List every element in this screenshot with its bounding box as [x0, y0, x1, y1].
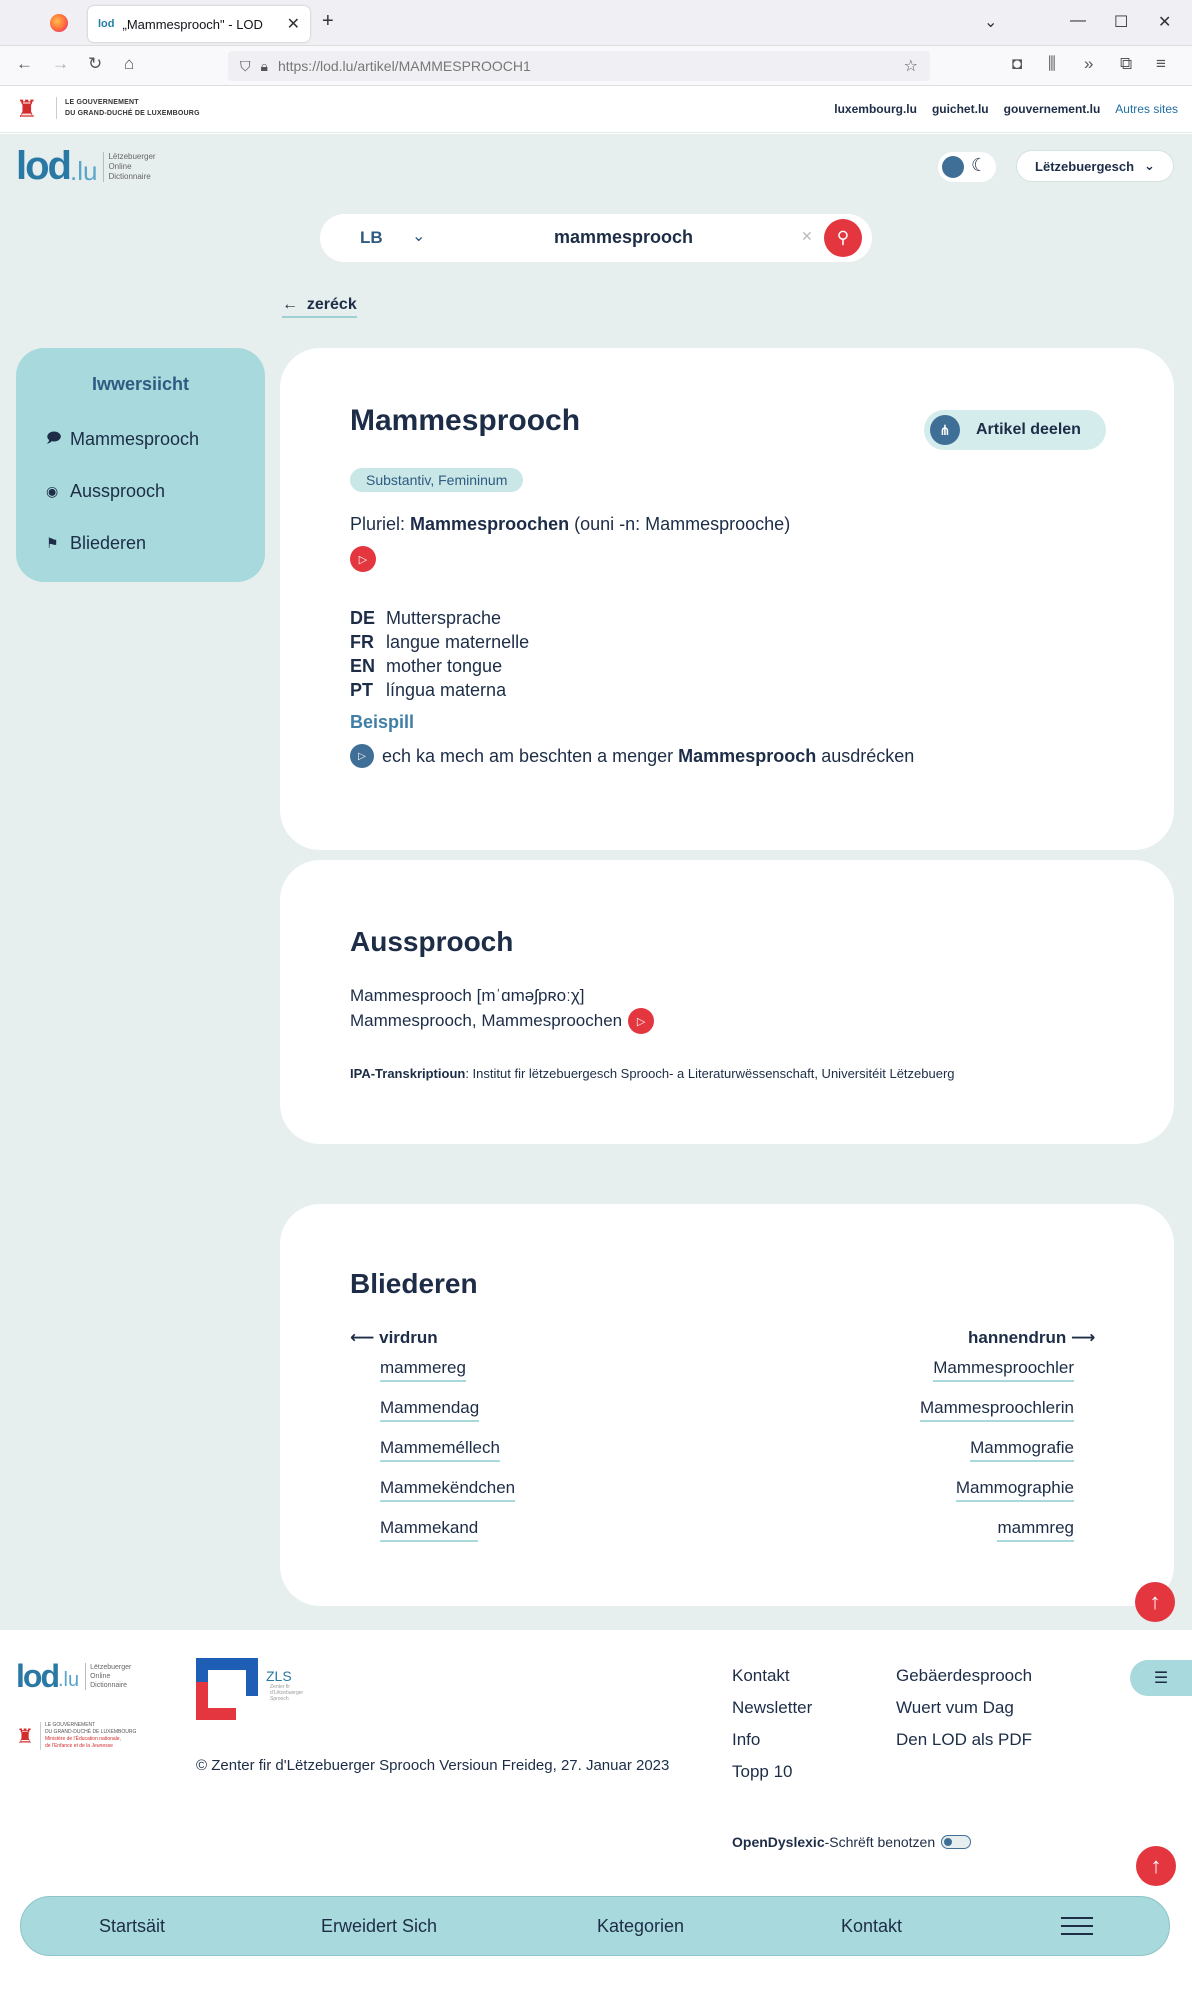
- search-bar: [320, 214, 872, 262]
- main-area: [0, 134, 1192, 1630]
- pronunciation-card: [280, 860, 1174, 1144]
- translation-text: Muttersprache: [386, 608, 502, 628]
- list-item[interactable]: [780, 1358, 1074, 1398]
- zls-sub-1: Zenter fir: [270, 1684, 291, 1690]
- footer-link-sign-language[interactable]: Gebäerdesprooch: [896, 1666, 1033, 1685]
- logo-sub-2: Online: [90, 1673, 111, 1680]
- scroll-to-top-button[interactable]: [1136, 1846, 1176, 1886]
- ministry-line-2: DU GRAND-DUCHÉ DE LUXEMBOURG: [44, 1729, 137, 1735]
- moon-icon: ☾: [971, 155, 988, 175]
- arrow-right-icon: ⟶: [1070, 1328, 1096, 1347]
- zls-sub-3: Sprooch: [270, 1696, 289, 1702]
- sidebar-item-mammesprooch[interactable]: [16, 413, 265, 465]
- previous-list: [380, 1358, 620, 1558]
- gov-link-guichet[interactable]: guichet.lu: [931, 102, 989, 116]
- sidebar-item-label: Aussprooch: [70, 480, 166, 501]
- sliders-icon: ☰: [1153, 1670, 1169, 1687]
- lang-code: PT: [350, 680, 374, 700]
- gov-link-luxembourg[interactable]: luxembourg.lu: [834, 102, 917, 116]
- pocket-icon[interactable]: ◘: [1012, 54, 1023, 73]
- next-label: hannendrun: [968, 1328, 1067, 1347]
- browser-tab[interactable]: [88, 6, 310, 42]
- related-link[interactable]: mammreg: [997, 1518, 1074, 1542]
- play-example-button[interactable]: [350, 744, 374, 768]
- new-tab-icon[interactable]: +: [322, 10, 334, 32]
- previous-label: virdrun: [379, 1328, 438, 1347]
- tab-list-chevron-icon[interactable]: ⌄: [984, 14, 998, 31]
- ministry-line-1: LE GOUVERNEMENT: [44, 1722, 96, 1728]
- language-select[interactable]: [1016, 150, 1174, 182]
- copyright: © Zenter fir d'Lëtzebuerger Sprooch Versioun Freideg, 27. Januar 2023: [196, 1757, 670, 1774]
- tab-close-icon[interactable]: ✕: [286, 16, 300, 33]
- other-sites-link[interactable]: Autres sites: [1115, 102, 1178, 116]
- translation-text: língua materna: [386, 680, 507, 700]
- arrow-up-icon: ↑: [1149, 1589, 1161, 1614]
- translation-row: [350, 630, 529, 654]
- pronunciation-forms-text: Mammesprooch, Mammesproochen: [350, 1011, 623, 1030]
- zls-logo[interactable]: [196, 1658, 258, 1720]
- tab-title: „Mammesprooch" - LOD: [122, 16, 263, 32]
- related-link[interactable]: Mammendag: [380, 1398, 479, 1422]
- back-link[interactable]: [282, 296, 357, 318]
- footer-link-newsletter[interactable]: Newsletter: [732, 1698, 813, 1717]
- ipa-source-text: : Institut fir lëtzebuergesch Sprooch- a Literaturwëssenschaft, Universitéit Lëtzebuerg: [465, 1066, 955, 1081]
- logo-sub-2: Online: [108, 161, 132, 171]
- footer-link-topp10[interactable]: Topp 10: [732, 1762, 793, 1781]
- settings-button[interactable]: [1130, 1660, 1192, 1696]
- nav-item-kontakt[interactable]: Kontakt: [841, 1916, 903, 1936]
- example-text-pre: ech ka mech am beschten a menger: [382, 745, 674, 766]
- forward-arrow-icon[interactable]: →: [52, 54, 69, 73]
- logo-lu: .lu: [57, 1669, 80, 1691]
- related-link[interactable]: Mammesproochler: [933, 1358, 1074, 1382]
- nav-item-startsait[interactable]: Startsäit: [99, 1916, 166, 1936]
- logo-sub-3: Dictionnaire: [108, 171, 151, 181]
- list-item[interactable]: [780, 1398, 1074, 1438]
- gov-link-gouvernement[interactable]: gouvernement.lu: [1003, 102, 1101, 116]
- list-item[interactable]: [380, 1398, 620, 1438]
- window-close-icon[interactable]: ✕: [1158, 14, 1172, 31]
- footer-links-col-2: [896, 1666, 1032, 1762]
- related-link[interactable]: Mammekëndchen: [380, 1478, 515, 1502]
- scroll-to-top-button[interactable]: [1135, 1582, 1175, 1622]
- government-bar: [0, 87, 1192, 133]
- browser-tab-bar: [0, 0, 1192, 46]
- nav-item-advanced-search[interactable]: Erweidert Sich: [321, 1916, 438, 1936]
- lang-code: EN: [350, 656, 376, 676]
- chevron-down-icon[interactable]: ⌄: [412, 228, 426, 245]
- list-item[interactable]: [780, 1518, 1074, 1558]
- sidebar-title: Iwwersiicht: [91, 374, 190, 394]
- back-arrow-icon[interactable]: ←: [16, 54, 33, 73]
- language-label: Lëtzebuergesch: [1035, 158, 1135, 174]
- logo-sub-1: Lëtzebuerger: [108, 151, 156, 161]
- pronunciation-ipa: Mammesprooch [mˈɑməʃpʀoːχ]: [350, 986, 585, 1005]
- related-link[interactable]: mammereg: [380, 1358, 466, 1382]
- speech-bubble-icon: 🗩︎: [46, 429, 62, 445]
- library-icon[interactable]: ⫼: [1048, 54, 1056, 73]
- url-text: https://lod.lu/artikel/MAMMESPROOCH1: [277, 58, 531, 74]
- footer-lod-logo[interactable]: [16, 1658, 131, 1695]
- lang-code: DE: [350, 608, 376, 628]
- search-button[interactable]: [824, 219, 862, 257]
- list-item[interactable]: [780, 1478, 1074, 1518]
- nav-item-kategorien[interactable]: Kategorien: [597, 1916, 685, 1936]
- next-heading: [968, 1328, 1095, 1348]
- related-link[interactable]: Mammographie: [956, 1478, 1074, 1502]
- play-icon: ▷: [358, 750, 366, 762]
- dark-mode-toggle[interactable]: [938, 152, 996, 182]
- maximize-icon[interactable]: ☐: [1114, 14, 1129, 31]
- sidebar-item-bliederen[interactable]: [16, 517, 265, 569]
- next-list: [780, 1358, 1074, 1558]
- overflow-chevrons-icon[interactable]: »: [1084, 54, 1094, 73]
- lod-logo[interactable]: [16, 144, 156, 189]
- logo-sub-3: Dictionnaire: [90, 1682, 128, 1689]
- plural-line: [350, 514, 790, 535]
- hamburger-menu-icon[interactable]: [1061, 1917, 1093, 1941]
- example-line: [350, 744, 914, 768]
- pronunciation-title: Aussprooch: [350, 926, 514, 957]
- list-item[interactable]: [380, 1478, 620, 1518]
- play-icon: ▷: [636, 1015, 646, 1028]
- example-text-post: ausdrécken: [821, 745, 915, 766]
- translation-text: mother tongue: [386, 656, 503, 676]
- home-icon[interactable]: ⌂: [124, 54, 135, 73]
- sidebar-item-aussprooch[interactable]: [16, 465, 265, 517]
- sidebar-item-label: Bliederen: [70, 532, 147, 553]
- toggle-knob: [942, 156, 964, 178]
- gov-line-1: LE GOUVERNEMENT: [65, 99, 139, 106]
- example-heading: Beispill: [350, 712, 415, 732]
- translation-text: langue maternelle: [386, 632, 530, 652]
- browser-toolbar: [0, 46, 1192, 86]
- part-of-speech-badge: Substantiv, Femininum: [350, 468, 523, 492]
- dyslexic-font-switch[interactable]: [941, 1835, 971, 1849]
- footer-ministry-logo[interactable]: [16, 1722, 136, 1750]
- play-audio-button[interactable]: [350, 546, 376, 572]
- back-label: zeréck: [306, 296, 357, 313]
- play-icon: ▷: [358, 553, 368, 566]
- translations: [350, 606, 529, 702]
- related-link[interactable]: Mammografie: [970, 1438, 1074, 1462]
- search-icon: ⚲: [836, 228, 850, 247]
- logo-lod: lod: [16, 144, 70, 188]
- logo-sub-1: Lëtzebuerger: [90, 1664, 132, 1671]
- footer-links-col-1: [732, 1666, 812, 1794]
- ministry-text: [40, 1722, 136, 1750]
- bookmark-star-icon[interactable]: ☆: [903, 58, 918, 75]
- search-language-select[interactable]: LB: [360, 228, 383, 247]
- lion-icon: ♜: [16, 96, 38, 123]
- list-item[interactable]: [780, 1438, 1074, 1478]
- article-card: [280, 348, 1174, 850]
- extensions-icon[interactable]: ⧉: [1120, 54, 1133, 73]
- share-icon: ⋔: [930, 415, 960, 445]
- zls-sub-2: d'Lëtzebuerger: [270, 1690, 304, 1696]
- example-text-bold: Mammesprooch: [678, 745, 817, 766]
- bottom-navigation: [20, 1896, 1170, 1956]
- share-article-button[interactable]: [924, 410, 1106, 450]
- lod-favicon-icon: lod: [98, 18, 115, 30]
- plural-note: (ouni -n: Mammesprooche): [574, 514, 791, 534]
- share-label: Artikel deelen: [976, 421, 1081, 438]
- arrow-up-icon: ↑: [1150, 1853, 1162, 1878]
- firefox-icon: [50, 14, 68, 32]
- footer-link-info[interactable]: Info: [732, 1730, 761, 1749]
- list-item[interactable]: [380, 1518, 620, 1558]
- lion-icon: ♜: [16, 1725, 34, 1748]
- shield-icon: ⛉: [240, 57, 251, 74]
- url-bar[interactable]: [228, 51, 930, 81]
- related-link[interactable]: Mammeméllech: [380, 1438, 500, 1462]
- signpost-icon: ⚑: [46, 534, 59, 551]
- footer-link-kontakt[interactable]: Kontakt: [732, 1666, 790, 1685]
- translation-row: [350, 606, 529, 630]
- footer-link-word-of-day[interactable]: Wuert vum Dag: [896, 1698, 1014, 1717]
- dyslexic-bold: OpenDyslexic: [732, 1834, 825, 1850]
- ministry-line-3: Ministère de l'Éducation nationale,: [44, 1736, 121, 1742]
- reload-icon[interactable]: ↻: [88, 54, 103, 73]
- play-pronunciation-button[interactable]: [628, 1008, 654, 1034]
- gov-line-2: DU GRAND-DUCHÉ DE LUXEMBOURG: [65, 110, 200, 117]
- plural-label: Pluriel:: [350, 514, 406, 534]
- ministry-line-4: de l'Enfance et de la Jeunesse: [44, 1743, 113, 1749]
- pronunciation-forms: [350, 1008, 654, 1034]
- government-logo[interactable]: [56, 97, 200, 119]
- browse-title: Bliederen: [350, 1268, 478, 1299]
- logo-subtitle: [103, 152, 155, 182]
- logo-subtitle: [85, 1663, 131, 1690]
- article-title: Mammesprooch: [350, 404, 581, 437]
- zls-subtitle: [270, 1684, 303, 1702]
- lang-code: FR: [350, 632, 374, 652]
- previous-heading: [350, 1328, 438, 1348]
- browse-card: [280, 1204, 1174, 1606]
- footer-link-pdf[interactable]: Den LOD als PDF: [896, 1730, 1033, 1749]
- list-item[interactable]: [380, 1358, 620, 1398]
- lips-icon: ◉: [46, 482, 59, 499]
- ipa-source-label: IPA-Transkriptioun: [350, 1066, 466, 1081]
- clear-search-icon[interactable]: ✕: [801, 228, 813, 244]
- translation-row: [350, 678, 529, 702]
- list-item[interactable]: [380, 1438, 620, 1478]
- logo-lu: .lu: [69, 156, 98, 186]
- related-link[interactable]: Mammekand: [380, 1518, 478, 1542]
- search-input[interactable]: mammesprooch: [554, 227, 694, 247]
- dyslexic-font-toggle-row: [732, 1834, 971, 1850]
- zls-label: ZLS: [266, 1668, 292, 1684]
- ipa-source: [350, 1066, 955, 1081]
- overview-sidebar: [16, 348, 265, 582]
- dyslexic-rest: -Schrëft benotzen: [824, 1834, 936, 1850]
- zls-logo-white: [208, 1670, 246, 1708]
- plural-form: Mammesproochen: [410, 514, 570, 534]
- chevron-down-icon: ⌄: [1144, 158, 1155, 173]
- arrow-left-icon: ⟵: [350, 1328, 375, 1347]
- lock-icon: 🔒︎: [260, 57, 268, 74]
- related-link[interactable]: Mammesproochlerin: [920, 1398, 1074, 1422]
- arrow-left-icon: ←: [282, 296, 298, 313]
- app-menu-icon[interactable]: ≡: [1156, 54, 1166, 73]
- sidebar-item-label: Mammesprooch: [70, 428, 200, 449]
- minimize-icon[interactable]: —: [1070, 12, 1086, 29]
- logo-lod: lod: [16, 1658, 58, 1694]
- gov-links: [834, 102, 1178, 116]
- translation-row: [350, 654, 529, 678]
